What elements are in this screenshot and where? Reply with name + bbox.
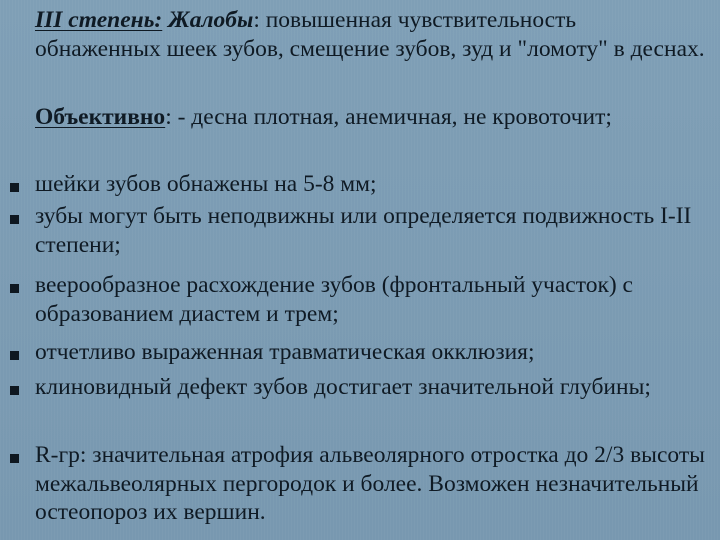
bullet-marker [10,284,19,293]
objective-text: : - десна плотная, анемичная, не кровоточит; [165,104,612,130]
degree-label: III степень: [35,7,163,33]
list-item: веерообразное расхождение зубов (фронтальный участок) с образованием диастем и трем; [35,272,633,327]
objective-label: Объективно [35,104,166,130]
bullet-marker [10,351,19,360]
list-item: отчетливо выраженная травматическая окклюзия; [35,339,535,365]
bullet-marker [10,215,19,224]
bullet-marker [10,183,19,192]
bullet-marker [10,386,19,395]
list-item: клиновидный дефект зубов достигает значительной глубины; [35,374,651,400]
complaints-paragraph [35,6,705,63]
list-item: зубы могут быть неподвижны или определяется подвижность I-II степени; [35,203,692,258]
list-item: R-гр: значительная атрофия альвеолярного отростка до 2/3 высоты межальвеолярных пергородок и более. Возможен незначительный остеопороз их вершин. [35,442,705,525]
complaints-label: Жалобы [168,7,254,33]
objective-paragraph [35,103,705,132]
complaints-text: : повышенная чувствительность обнаженных шеек зубов, смещение зубов, зуд и "ломоту" в деснах. [35,7,705,62]
bullet-marker [10,454,19,463]
list-item: шейки зубов обнажены на 5-8 мм; [35,171,377,197]
